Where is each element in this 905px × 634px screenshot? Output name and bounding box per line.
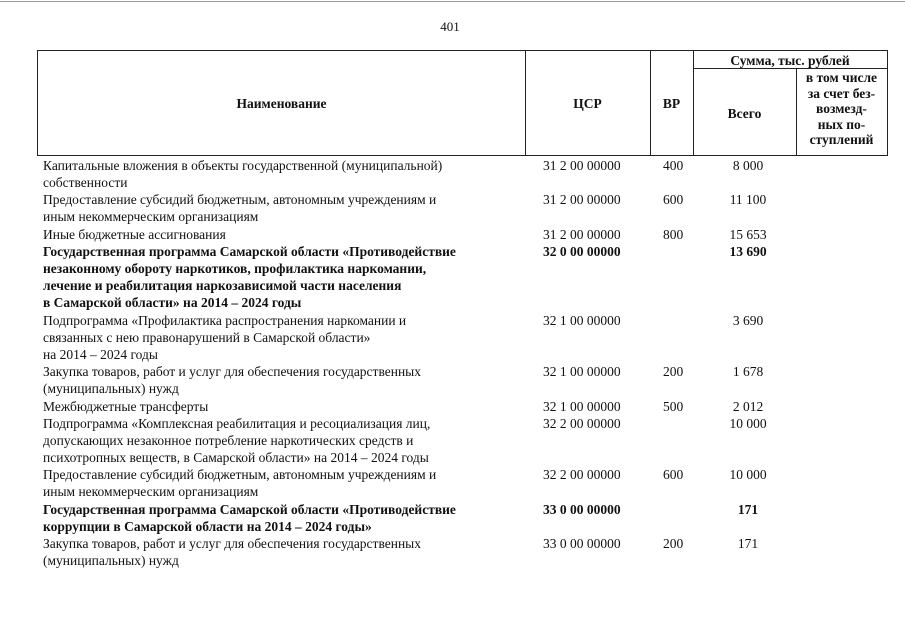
header-vr: ВР	[662, 96, 681, 111]
row-name	[43, 191, 513, 225]
header-sum-group: Сумма, тыс. рублей	[730, 53, 850, 68]
header-incl-line: за счет без-	[807, 85, 876, 101]
row-name-line: незаконному обороту наркотиков, профилактика наркомании,	[43, 261, 427, 276]
row-csr: 31 2 00 00000	[543, 158, 621, 173]
row-name-line: коррупции в Самарской области на 2014 – 2024 годы»	[43, 519, 372, 534]
row-total: 171	[737, 536, 759, 551]
row-name	[43, 398, 513, 415]
row-total: 11 100	[729, 192, 767, 207]
row-name-line: Закупка товаров, работ и услуг для обеспечения государственных	[43, 364, 422, 379]
row-csr: 32 1 00 00000	[543, 364, 621, 379]
row-name	[43, 501, 513, 535]
header-name: Наименование	[236, 96, 327, 111]
row-vr: 200	[663, 364, 684, 379]
row-name	[43, 157, 513, 191]
row-name-line: лечение и реабилитация наркозависимой части населения	[43, 278, 402, 293]
table-header	[37, 50, 888, 156]
row-name-line: Иные бюджетные ассигнования	[43, 227, 226, 242]
row-csr: 32 2 00 00000	[543, 467, 621, 482]
row-name	[43, 226, 513, 243]
row-name-line: Капитальные вложения в объекты государственной (муниципальной)	[43, 158, 443, 173]
row-total: 8 000	[732, 158, 764, 173]
row-name-line: на 2014 – 2024 годы	[43, 347, 158, 362]
row-name	[43, 243, 513, 311]
row-name-line: Государственная программа Самарской области «Противодействие	[43, 244, 456, 259]
row-csr: 32 2 00 00000	[543, 416, 621, 431]
row-total: 171	[737, 502, 759, 517]
row-name-line: Подпрограмма «Комплексная реабилитация и ресоциализация лиц,	[43, 416, 431, 431]
row-csr: 32 0 00 00000	[543, 244, 621, 259]
row-total: 2 012	[732, 399, 764, 414]
row-csr: 33 0 00 00000	[543, 502, 621, 517]
row-total: 3 690	[732, 313, 764, 328]
header-incl-line: в том числе	[805, 70, 878, 85]
row-name-line: собственности	[43, 175, 128, 190]
header-incl-line: возмезд-	[816, 101, 867, 116]
scan-top-border	[0, 1, 905, 2]
row-name-line: связанных с нею правонарушений в Самарской области»	[43, 330, 371, 345]
row-csr: 32 1 00 00000	[543, 399, 621, 414]
row-total: 1 678	[732, 364, 764, 379]
row-name	[43, 466, 513, 500]
header-incl-line: ных по-	[817, 116, 866, 132]
row-csr: 31 2 00 00000	[543, 227, 621, 242]
row-name-line: Подпрограмма «Профилактика распространения наркомании и	[43, 313, 407, 328]
row-name-line: (муниципальных) нужд	[43, 381, 179, 396]
row-total: 15 653	[729, 227, 767, 242]
row-csr: 32 1 00 00000	[543, 313, 621, 328]
row-name-line: психотропных веществ, в Самарской области» на 2014 – 2024 годы	[43, 450, 429, 465]
row-name-line: (муниципальных) нужд	[43, 553, 179, 568]
row-vr: 800	[663, 227, 684, 242]
row-name	[43, 363, 513, 397]
row-vr: 600	[663, 192, 684, 207]
row-name	[43, 415, 513, 466]
row-name-line: Предоставление субсидий бюджетным, автономным учреждениям и	[43, 467, 437, 482]
header-csr: ЦСР	[573, 96, 602, 111]
row-name-line: иным некоммерческим организациям	[43, 209, 259, 224]
row-vr: 200	[663, 536, 684, 551]
header-incl-nonrepayable	[796, 70, 887, 148]
row-name	[43, 535, 513, 569]
row-name-line: Межбюджетные трансферты	[43, 399, 209, 414]
row-name	[43, 312, 513, 363]
page-number: 401	[440, 19, 460, 34]
header-total: Всего	[727, 106, 762, 121]
row-name-line: допускающих незаконное потребление наркотических средств и	[43, 433, 414, 448]
row-total: 13 690	[729, 244, 767, 259]
row-vr: 400	[663, 158, 684, 173]
header-incl-line: ступлений	[809, 132, 874, 147]
row-name-line: Закупка товаров, работ и услуг для обеспечения государственных	[43, 536, 422, 551]
row-total: 10 000	[729, 416, 767, 431]
row-vr: 600	[663, 467, 684, 482]
row-csr: 33 0 00 00000	[543, 536, 621, 551]
row-total: 10 000	[729, 467, 767, 482]
row-name-line: в Самарской области» на 2014 – 2024 годы	[43, 295, 302, 310]
row-csr: 31 2 00 00000	[543, 192, 621, 207]
row-name-line: иным некоммерческим организациям	[43, 484, 259, 499]
row-name-line: Государственная программа Самарской области «Противодействие	[43, 502, 456, 517]
row-vr: 500	[663, 399, 684, 414]
row-name-line: Предоставление субсидий бюджетным, автономным учреждениям и	[43, 192, 437, 207]
